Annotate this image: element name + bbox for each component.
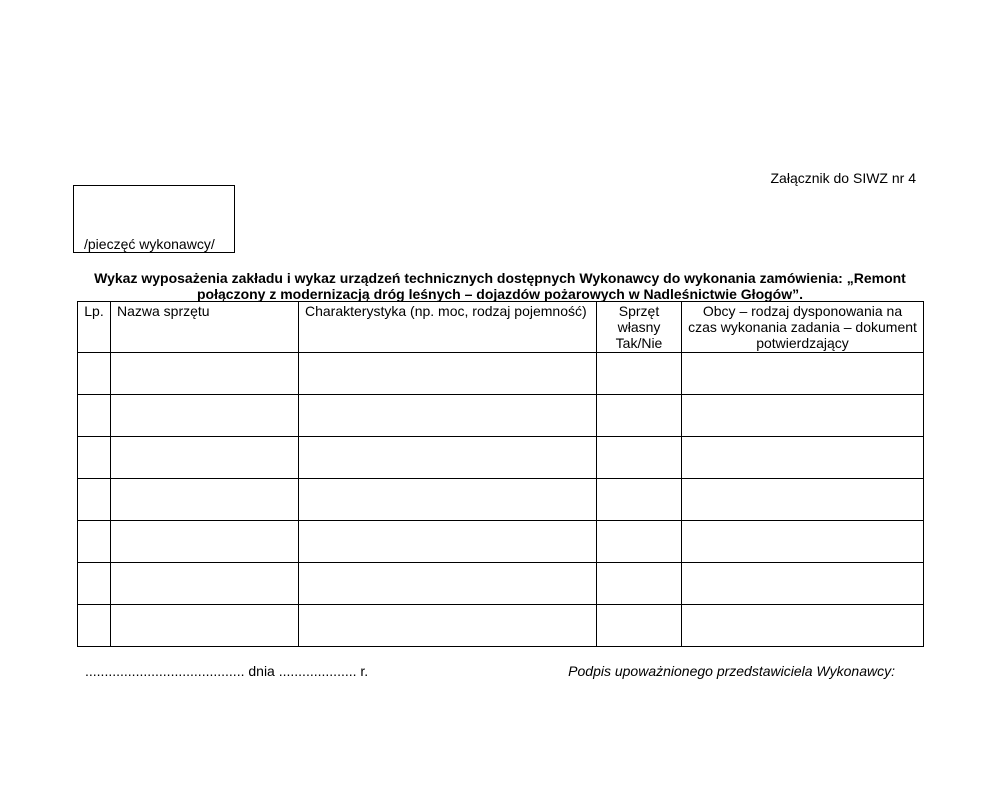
table-row (78, 521, 924, 563)
table-cell (597, 605, 682, 647)
table-cell (299, 605, 597, 647)
column-header-own-equipment: Sprzęt własny Tak/Nie (597, 302, 682, 353)
table-cell (111, 395, 299, 437)
column-header-third-party: Obcy – rodzaj dysponowania na czas wykonania zadania – dokument potwierdzający (682, 302, 924, 353)
table-cell (111, 353, 299, 395)
table-row (78, 563, 924, 605)
attachment-label: Załącznik do SIWZ nr 4 (770, 170, 916, 186)
date-line: ......................................... dnia .................... r. (85, 663, 369, 679)
table-cell (78, 479, 111, 521)
table-row (78, 437, 924, 479)
table-cell (111, 563, 299, 605)
column-header-characteristics: Charakterystyka (np. moc, rodzaj pojemność) (299, 302, 597, 353)
table-row (78, 605, 924, 647)
table-cell (682, 437, 924, 479)
table-cell (111, 521, 299, 563)
table-cell (597, 353, 682, 395)
table-cell (78, 395, 111, 437)
stamp-label: /pieczęć wykonawcy/ (84, 236, 215, 252)
table-cell (682, 563, 924, 605)
table-row (78, 395, 924, 437)
table-cell (111, 479, 299, 521)
table-row (78, 353, 924, 395)
table-cell (597, 479, 682, 521)
table-cell (597, 437, 682, 479)
table-cell (78, 353, 111, 395)
table-cell (597, 521, 682, 563)
table-cell (597, 563, 682, 605)
table-cell (682, 395, 924, 437)
document-title-line-2: połączony z modernizacją dróg leśnych – dojazdów pożarowych w Nadleśnictwie Głogów”. (197, 286, 803, 302)
table-cell (299, 479, 597, 521)
column-header-equipment-name: Nazwa sprzętu (111, 302, 299, 353)
stamp-box (73, 185, 235, 253)
document-title-line-1: Wykaz wyposażenia zakładu i wykaz urządzeń technicznych dostępnych Wykonawcy do wykonania zamówienia: „Remont (94, 270, 906, 286)
table-cell (78, 521, 111, 563)
equipment-table (77, 301, 924, 647)
column-header-lp: Lp. (78, 302, 111, 353)
table-cell (597, 395, 682, 437)
table-cell (299, 437, 597, 479)
table-cell (78, 605, 111, 647)
signature-label: Podpis upoważnionego przedstawiciela Wykonawcy: (568, 663, 895, 679)
table-cell (78, 563, 111, 605)
table-cell (111, 437, 299, 479)
table-cell (299, 395, 597, 437)
table-cell (299, 563, 597, 605)
table-cell (682, 605, 924, 647)
table-header-row (78, 302, 924, 353)
table-row (78, 479, 924, 521)
table-cell (111, 605, 299, 647)
table-cell (299, 521, 597, 563)
table-cell (78, 437, 111, 479)
table-cell (299, 353, 597, 395)
document-title (78, 270, 922, 302)
table-cell (682, 521, 924, 563)
table-cell (682, 479, 924, 521)
table-cell (682, 353, 924, 395)
